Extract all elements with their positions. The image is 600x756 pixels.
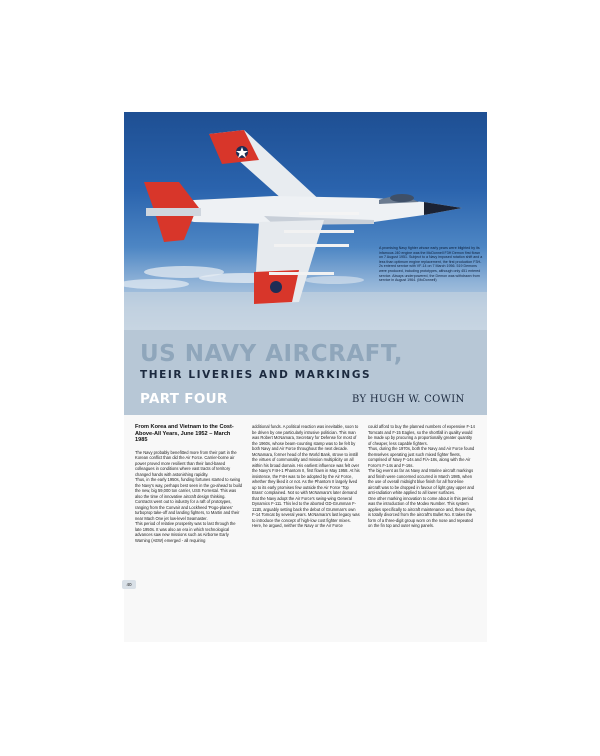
photo-caption: A promising Navy fighter whose early years were blighted by its infamous J40 engine was the McDonnell F3H Demon first flown on 7 August 1951. Subject to a Navy imposed rotation shift and a less than optimum engine replacement, the first production F3H-2s entered service with VF-14 on 7 March 1956. 519 Demons were produced, including prototypes, although only 451 entered service. Always underpowered, the Demon was withdrawn from service in August 1964. (McDonnell) [379,246,483,283]
byline: BY HUGH W. COWIN [352,394,465,405]
demon-jet-illustration [124,112,487,330]
text-column-3 [368,424,476,529]
paragraph: additional funds. A political reaction was inevitable, soon to be driven by one particularly intrusive politician. This man was Robert McNamara, Secretary for Defense for most of the 1960s, whose beam-counting stamp was to be felt by both Navy and Air Force throughout the next decade. McNamara, former head of the World Bank, strove to instill the virtues of commonality and mission multiplicity on all within his broad domain. His earliest influence was felt over the Navy's F4H-1 Phantom II, first flown in May 1958. At his insistence, the F4H was to be adopted by the Air Force, whether they liked it or not. As the Phantom II largely lived up to its early promises few outside the Air Force 'Top Brass' complained. Not so with McNamara's later demand that the Navy adopt the Air Force's swing-wing General Dynamics F-111. This led to the aborted GD-Grumman F-111B, arguably setting back the debut of Grumman's own F-14 Tomcat by several years. McNamara's last legacy was to introduce the concept of high-low cost fighter mixes. Here, he argued, neither the Navy or the Air Force [252,424,360,528]
paragraph: could afford to buy the planned numbers of expensive F-14 Tomcats and F-15 Eagles, so the shortfall in quality would be made up by procuring a proportionally greater quantity of cheaper, less capable fighters. [368,424,475,446]
paragraph: Thus, in the early 1950s, funding fortunes started to swing the Navy's way, perhaps best seen in the go-ahead to build the new, big 59,000 ton carrier, USS Forrestal. This was also the time of innovative aircraft design thinking. Contracts went out to industry for a raft of prototypes, ranging from the Convair and Lockheed 'Pogo-planes' turboprop take-off and landing fighters, to Martin and their near Mach One jet low-level Seamaster. [135,477,242,521]
paragraph: The Navy probably benefitted more from their part in the Korean conflict than did the Air Force. Carrier-borne air power proved more resilient than their land-based colleagues in conditions where vast tracts of territory changed hands with astonishing rapidity. [135,449,237,477]
aircraft-photo [124,112,487,330]
magazine-page [124,112,487,642]
article-title: US NAVY AIRCRAFT, [140,341,404,367]
page-number: 40 [122,580,136,589]
text-column-2 [252,424,360,529]
paragraph: Thus, during the 1970s, both the Navy and Air Force found themselves operating just such mixed fighter fleets, comprised of Navy F-14s and F/A-18s, along with the Air Force's F-14s and F-16s. [368,446,475,468]
paragraph: One other marking innovation to come about in this period was the introduction of the Modex Number. This system applies specifically to aircraft maintenance and, these days, is totally divorced from the aircraft's Bullet No. It takes the form of a three-digit group worn on the nose and repeated on the fin top and outer wing panels. [368,495,476,528]
article-subtitle: THEIR LIVERIES AND MARKINGS [140,369,372,381]
paragraph: The big event as far as Navy and Marine aircraft markings and finish were concerned occurred in March 1985, when the use of overall midnight blue finish for all front-line aircraft was to be dropped in favour of light gray upper and anti-radiation white applied to all lower surfaces. [368,468,475,495]
text-column-1 [135,424,243,543]
paragraph: This period of relative prosperity was to last through the late 1950s. It was also an era in which technological advances saw new missions such as Airborne Early Warning (AEW) emerged - all requiring [135,521,236,543]
section-heading: From Korea and Vietnam to the Cost-Above-All Years, June 1952 – March 1985 [135,424,234,444]
part-label: PART FOUR [140,391,228,407]
